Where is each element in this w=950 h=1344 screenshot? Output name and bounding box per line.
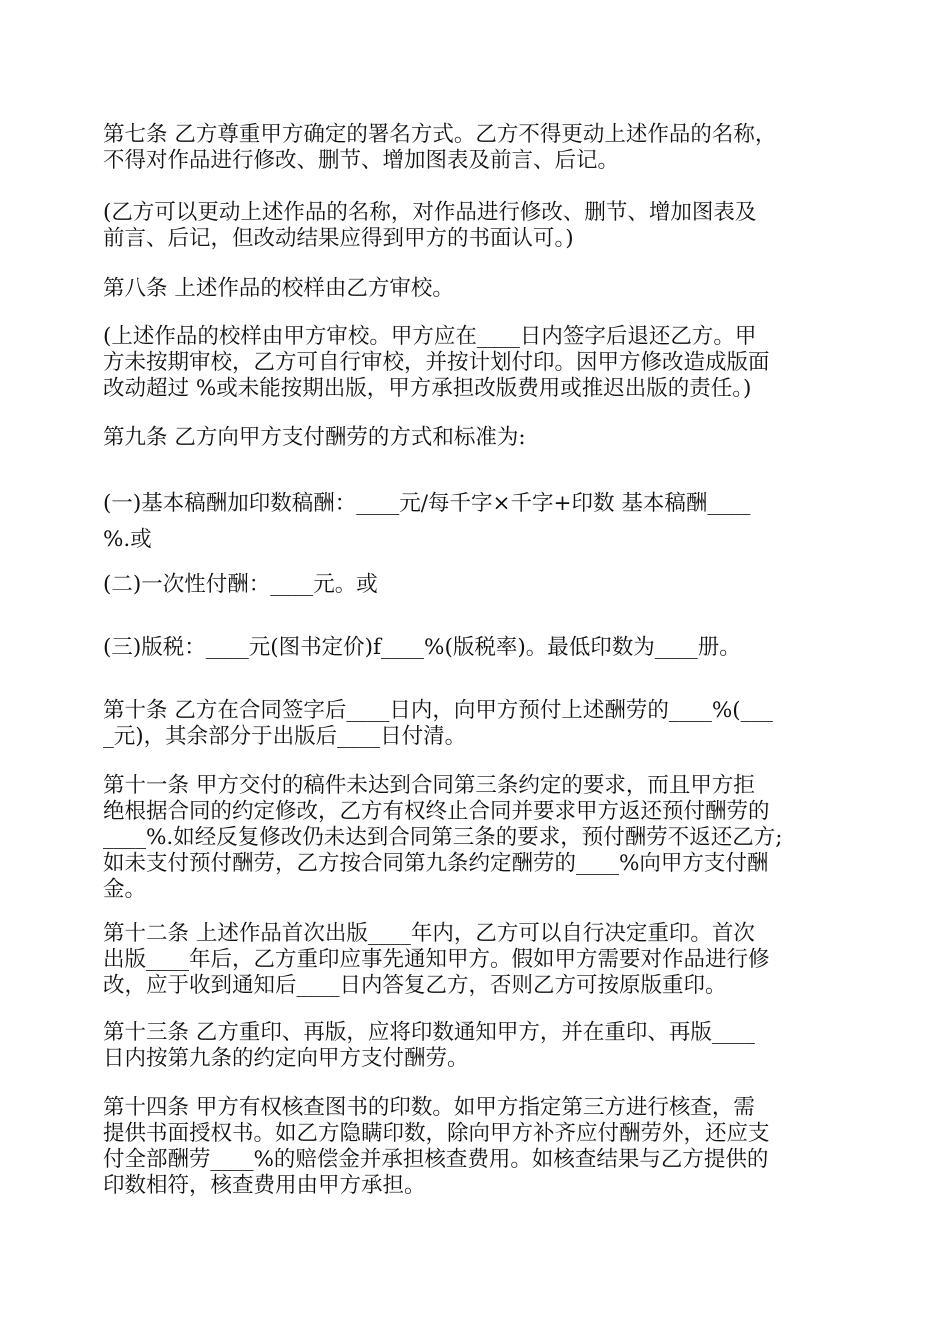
text-line: 出版____年后，乙方重印应事先通知甲方。假如甲方需要对作品进行修 [103,947,770,972]
text-line: 日内按第九条的约定向甲方支付酬劳。 [103,1046,469,1071]
text-line: (上述作品的校样由甲方审校。甲方应在____日内签字后退还乙方。甲 [103,324,757,349]
article-13 [103,1020,853,1072]
text-line: 改，应于收到通知后____日内答复乙方，否则乙方可按原版重印。 [103,973,727,998]
article-10 [103,698,853,750]
text-line: 付全部酬劳____%的赔偿金并承担核查费用。如核查结果与乙方提供的 [103,1147,769,1172]
article-7-alternative [103,200,853,252]
article-7 [103,122,853,174]
article-12 [103,921,853,999]
text-line: 不得对作品进行修改、删节、增加图表及前言、后记。 [103,148,620,173]
text-line: (二)一次性付酬：____元。或 [103,572,378,597]
text-line: 第十四条 甲方有权核查图书的印数。如甲方指定第三方进行核查，需 [103,1095,755,1120]
text-line: 绝根据合同的约定修改，乙方有权终止合同并要求甲方返还预付酬劳的 [103,799,770,824]
text-line: 如未支付预付酬劳，乙方按合同第九条约定酬劳的____%向甲方支付酬 [103,851,769,876]
text-line: 第七条 乙方尊重甲方确定的署名方式。乙方不得更动上述作品的名称， [103,122,777,147]
text-line: 第九条 乙方向甲方支付酬劳的方式和标准为: [103,425,526,450]
text-line: 第十一条 甲方交付的稿件未达到合同第三条约定的要求，而且甲方拒 [103,773,755,798]
text-line: 提供书面授权书。如乙方隐瞒印数，除向甲方补齐应付酬劳外，还应支 [103,1121,770,1146]
text-line: 金。 [103,877,147,902]
text-line: ____%.如经反复修改仍未达到合同第三条的要求，预付酬劳不返还乙方; [103,825,783,850]
text-line: (一)基本稿酬加印数稿酬：____元/每千字×千字+印数 基本稿酬____ [103,491,751,516]
text-line: _元)，其余部分于出版后____日付清。 [103,724,467,749]
article-9 [103,425,853,451]
article-11 [103,773,853,903]
article-8 [103,276,853,302]
text-line: 改动超过 %或未能按期出版，甲方承担改版费用或推迟出版的责任。) [103,376,752,401]
text-line: 第十二条 上述作品首次出版____年内，乙方可以自行决定重印。首次 [103,921,755,946]
text-line: (三)版税：____元(图书定价)f____%(版税率)。最低印数为____册。 [103,635,741,660]
article-8-alternative [103,324,853,402]
article-14 [103,1095,853,1199]
text-line: 第十条 乙方在合同签字后____日内，向甲方预付上述酬劳的____%(___ [103,698,773,723]
text-line: 前言、后记，但改动结果应得到甲方的书面认可。) [103,226,574,251]
article-9-option-2 [103,572,853,598]
text-line: 方未按期审校，乙方可自行审校，并按计划付印。因甲方修改造成版面 [103,350,770,375]
article-9-option-1 [103,486,853,558]
text-line: 第十三条 乙方重印、再版，应将印数通知甲方，并在重印、再版____ [103,1020,755,1045]
text-line: 第八条 上述作品的校样由乙方审校。 [103,276,454,301]
text-line: %.或 [103,527,152,552]
text-line: (乙方可以更动上述作品的名称，对作品进行修改、删节、增加图表及 [103,200,757,225]
text-line: 印数相符，核查费用由甲方承担。 [103,1173,426,1198]
article-9-option-3 [103,635,853,661]
